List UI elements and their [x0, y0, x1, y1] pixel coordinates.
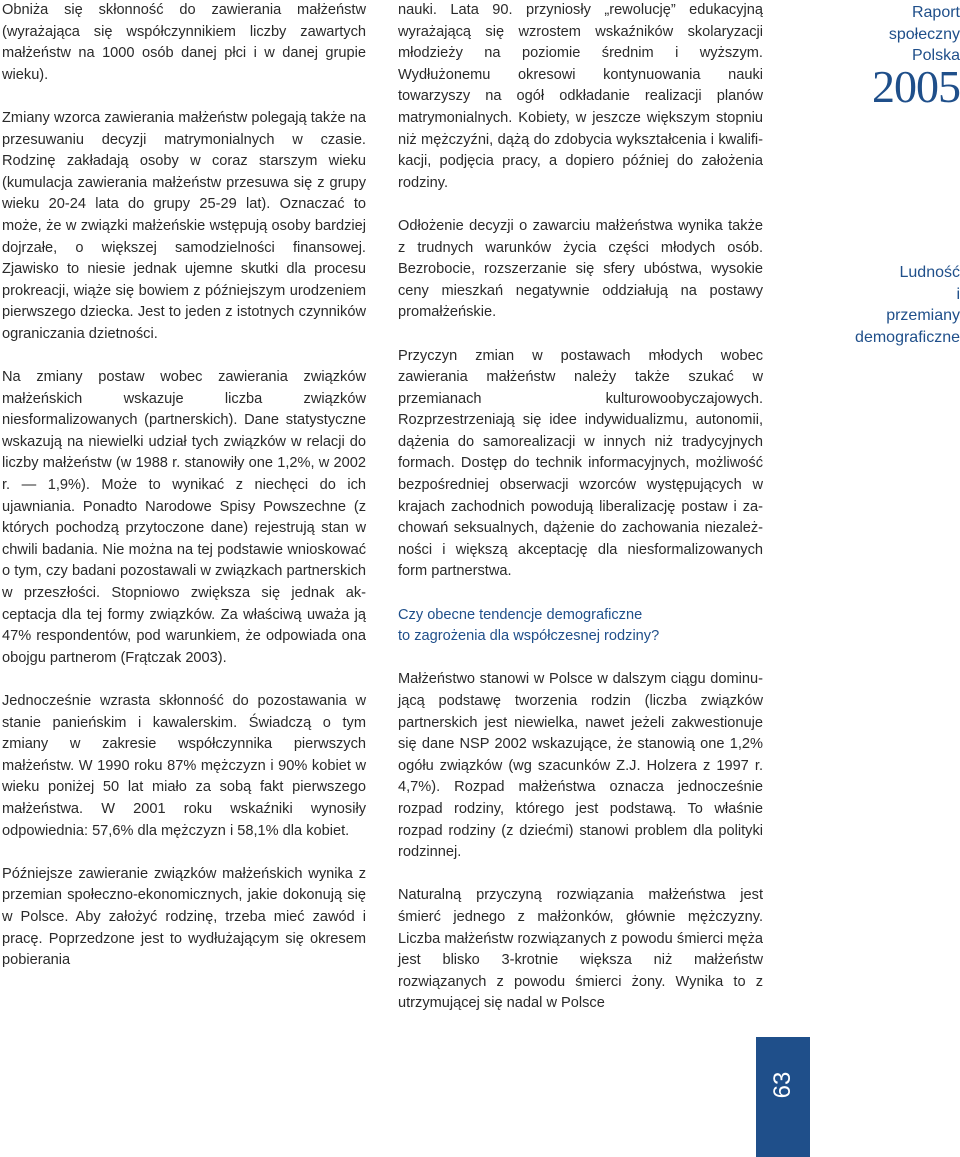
paragraph-partnerships: Na zmiany postaw wobec zawierania związków małżeńskich wskazuje liczba związków niesformalizowanych (partnerskich). Dane statystyczne wskazują na niewielki udział tych związków w relacji do liczby małżeństw (w 1988 r. stanowiły one 1,2%, w 2002 r. — 1,9%). Może to wynikać z niechęci do ich ujawniania. Ponadto Narodowe Spisy Powszechne (z których pochodzą przytoczone dane) rejestrują stan w chwili badania. Nie można na tej podstawie wnioskować o tym, czy badani pozostawali w związkach partnerskich w przeszłości. Stopniowo zwiększa się jednak akceptacja dla tej formy związków. Za właściwą uważa ją 47% respondentów, pod warunkiem, że odpowiada ona obojgu partnerom (Frątczak 2003). [2, 369, 366, 666]
paragraph-celibacy: Jednocześnie wzrasta skłonność do pozostawania w stanie panieńskim i kawalerskim. Świadczą o tym zmiany w zakresie współczynnika pierwszych małżeństw. W 1990 roku 87% mężczyzn i 90% kobiet w wieku poniżej 50 lat miało za sobą fakt pierwszego małżeństwa. W 2001 roku wskaźniki wynosiły odpowiednia: 57,6% dla mężczyzn i 58,1% dla kobiet. [2, 693, 366, 839]
section-question-heading [398, 605, 763, 648]
report-title-line-1: Raport [911, 4, 960, 21]
report-title-line-2: społeczny [888, 25, 960, 43]
report-title [836, 2, 960, 67]
paragraph-socioeconomic: Późniejsze zawieranie związków małżeńskich wynika z przemian społeczno-ekonomicznych, jakie dokonują się w Polsce. Aby założyć rodzinę, trzeba mieć zawód i pracę. Poprzedzone jest to wydłużającym się okresem pobierania [2, 865, 366, 969]
report-title-line-3: Polska [911, 47, 960, 64]
question-line-2: to zagrożenia dla współczesnej rodziny? [398, 628, 660, 645]
paragraph-living-conditions: Odłożenie decyzji o zawarciu małżeństwa wynika także z trudnych warunków życia części młodych osób. Bezrobocie, rozszerzanie się sfery ubóstwa, wysokie ceny mieszkań negatywnie oddziałują na postawy promałżeńskie. [398, 217, 763, 321]
report-year: 2005 [872, 61, 960, 112]
section-title [836, 262, 960, 348]
paragraph-education: nauki. Lata 90. przyniosły „rewolucję” edukacyjną wyrażającą się wzrostem wskaźników skolaryzacji młodzieży na poziomie średnim i wyższym. Wydłużonemu okresowi kontynuowania nauki towarzyszy na ogół odkładanie realizacji planów matrymonialnych. Kobiety, w jeszcze większym stopniu niż mężczyźni, dążą do zdobycia wykształcenia i kwalifikacji, podjęcia pracy, a dopiero później do założenia rodziny. [398, 2, 763, 191]
section-title-line-4: demograficzne [855, 328, 960, 346]
paragraph-marriage-timing: Zmiany wzorca zawierania małżeństw polegają także na przesuwaniu decyzji matrymonialnych w czasie. Rodzinę zakładają osoby w coraz starszym wieku (kumulacja zawierania małżeństw przesuwa się z grupy wieku 20-24 lata do grupy 25-29 lat). Oznaczać to może, że w związki małżeńskie wstępują osoby bardziej dojrzałe, o większej samodzielności finansowej. Zjawisko to niesie jednak ujemne skutki dla procesu prokreacji, wiąże się bowiem z późniejszym urodzeniem pierwszego dziecka. Jest to jeden z istotnych czynników ograniczania dzietności. [2, 109, 366, 342]
paragraph-widowhood: Naturalną przyczyną rozwiązania małżeństwa jest śmierć jednego z małżonków, głównie mężczyzny. Liczba małżeństw rozwiązanych z powodu śmierci męża jest blisko 3-krotnie większa niż małżeństw rozwiązanych z powodu śmierci żony. Wynika to z utrzymującej się nadal w Polsce [398, 887, 763, 1012]
page-number-tab [756, 1037, 810, 1157]
section-title-line-1: Ludność [899, 264, 960, 281]
left-text-column [2, 0, 366, 993]
page-number: 63 [769, 1071, 796, 1099]
section-title-line-3: przemiany [886, 307, 960, 324]
paragraph-cultural-changes: Przyczyn zmian w postawach młodych wobec zawierania małżeństw należy także szukać w przemianach kulturowoobyczajowych. Rozprzestrzeniają się idee indywidualizmu, autonomii, dążenia do samorealizacji w innych niż tradycyjnych formach. Dostęp do technik informacyjnych, możliwość bezpośredniej obserwacji wzorców występujących w krajach zachodnich powodują liberalizację postaw i zachowań seksualnych, dążenie do zachowania niezależności i większą akceptację dla niesformalizowanych form partnerstwa. [398, 347, 763, 580]
paragraph-marriage-propensity: Obniża się skłonność do zawierania małżeństw (wyrażająca się współczynnikiem liczby zawartych małżeństw na 1000 osób danej płci i w danej grupie wieku). [2, 2, 366, 83]
paragraph-marriage-dominance: Małżeństwo stanowi w Polsce w dalszym ciągu dominującą podstawę tworzenia rodzin (liczba związków partnerskich jest niewielka, nawet jeżeli zakwestionuje się dane NSP 2002 wskazujące, że stanowią one 1,2% ogółu związków (wg szacunków Z.J. Holzera z 1997 r. 4,7%). Rozpad małżeństwa oznacza jednocześnie rozpad rodziny, którego jest podstawą. To właśnie rozpad rodziny (z dziećmi) stanowi problem dla polityki rodzinnej. [398, 671, 763, 861]
middle-text-column [398, 0, 763, 1037]
question-line-1: Czy obecne tendencje demograficzne [398, 606, 643, 623]
section-title-line-2: i [956, 285, 960, 303]
